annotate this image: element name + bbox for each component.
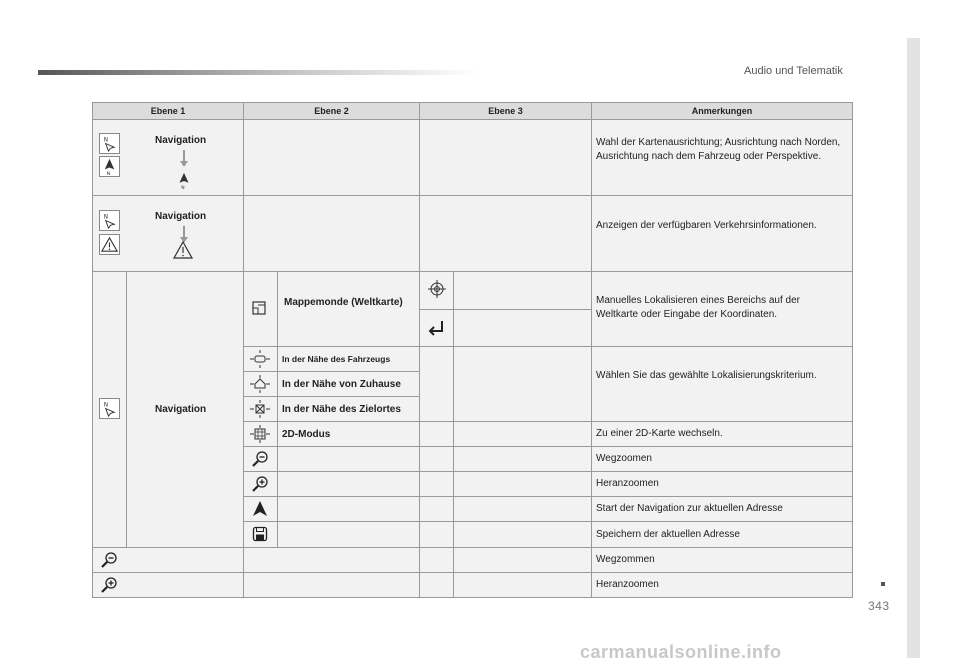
navigation-arrow-icon: [252, 500, 268, 518]
row-orientation-note: Wahl der Kartenausrichtung; Ausrichtung nach Norden, Ausrichtung nach dem Fahrzeug oder Perspektive.: [596, 137, 841, 162]
start-nav-note: Start der Navigation zur aktuellen Adresse: [596, 503, 783, 514]
watermark: carmanualsonline.info: [580, 642, 782, 662]
row-map-label: Navigation: [155, 404, 207, 415]
row-zoom-out-l3a: [419, 547, 454, 573]
column-header-level-1: Ebene 1: [92, 102, 244, 120]
mappemonde-label-cell: [277, 271, 420, 347]
zoom-in-note: Heranzoomen: [596, 478, 659, 489]
north-arrow-icon: [99, 156, 120, 177]
row-zoom-in-l3b: [453, 572, 592, 598]
mode-2d-l3a: [419, 421, 454, 447]
zoom-out-note: Wegzoomen: [596, 453, 652, 464]
save-l3b: [453, 521, 592, 548]
row-zoom-out-note: Wegzommen: [596, 554, 655, 565]
criteria-vehicle-label: In der Nähe des Fahrzeugs: [282, 354, 391, 364]
column-header-level-3: Ebene 3: [419, 102, 592, 120]
start-nav-l2: [277, 496, 420, 522]
page-header-title: Audio und Telematik: [744, 65, 843, 77]
row-traffic-level-3: [419, 195, 592, 272]
mode-2d-label: 2D-Modus: [282, 429, 331, 440]
row-zoom-in-l2: [243, 572, 420, 598]
zoom-in-l3a: [419, 471, 454, 497]
zoom-out-l2: [277, 446, 420, 472]
vehicle-location-icon: [250, 350, 270, 368]
row-traffic-note: Anzeigen der verfügbaren Verkehrsinformationen.: [596, 220, 817, 231]
home-location-icon: [250, 375, 270, 393]
compass-north-icon: [99, 398, 120, 419]
row-zoom-in-l3a: [419, 572, 454, 598]
row-traffic-level-2: [243, 195, 420, 272]
mappemonde-label: Mappemonde (Weltkarte): [284, 297, 403, 308]
column-header-level-2: Ebene 2: [243, 102, 420, 120]
svg-text:N: N: [106, 172, 111, 176]
svg-text:N: N: [103, 214, 109, 221]
svg-text:N: N: [181, 186, 185, 191]
criteria-notes: [591, 346, 853, 422]
crosshair-icon: [427, 279, 447, 299]
row-zoom-out-l3b: [453, 547, 592, 573]
compass-north-icon: [99, 210, 120, 231]
criteria-home-label: In der Nähe von Zuhause: [282, 379, 401, 390]
mode-2d-l3b: [453, 421, 592, 447]
svg-text:N: N: [103, 137, 109, 144]
start-nav-l3b: [453, 496, 592, 522]
save-icon: [252, 526, 268, 542]
zoom-out-l3b: [453, 446, 592, 472]
column-header-notes: Anmerkungen: [591, 102, 853, 120]
row-orientation-level-2: [243, 119, 420, 196]
save-l2: [277, 521, 420, 548]
world-map-icon: [250, 299, 268, 317]
row-orientation-level-3: [419, 119, 592, 196]
map-2d-icon: [250, 425, 270, 443]
page-marker: [881, 582, 885, 586]
zoom-in-l3b: [453, 471, 592, 497]
save-note: Speichern der aktuellen Adresse: [596, 529, 740, 540]
zoom-out-icon: [251, 450, 269, 468]
north-arrow-icon: [175, 171, 193, 191]
compass-north-icon: [99, 133, 120, 154]
row-zoom-in-note: Heranzoomen: [596, 579, 659, 590]
side-margin-bar: [907, 38, 920, 658]
criteria-level-3-cell: [419, 346, 454, 422]
zoom-in-icon: [251, 475, 269, 493]
svg-text:N: N: [103, 402, 109, 409]
row-traffic-notes: [591, 195, 853, 272]
zoom-in-icon: [100, 576, 118, 594]
zoom-out-icon: [100, 551, 118, 569]
row-zoom-out-l2: [243, 547, 420, 573]
row-traffic-label: Navigation: [155, 211, 207, 222]
row-orientation-label: Navigation: [155, 135, 207, 146]
mode-2d-note: Zu einer 2D-Karte wechseln.: [596, 428, 723, 439]
criteria-destination-label: In der Nähe des Zielortes: [282, 404, 401, 415]
criteria-note: Wählen Sie das gewählte Lokalisierungskriterium.: [596, 370, 817, 381]
warning-icon: [173, 241, 193, 259]
page-number: 343: [868, 599, 890, 613]
down-arrowhead-icon: [180, 161, 188, 167]
world-map-empty-cell: [453, 271, 592, 310]
zoom-out-l3a: [419, 446, 454, 472]
return-icon: [427, 318, 447, 338]
criteria-level-3-empty: [453, 346, 592, 422]
warning-icon: [99, 234, 120, 255]
header-decoration-bar: [38, 70, 478, 75]
save-l3a: [419, 521, 454, 548]
return-empty-cell: [453, 309, 592, 347]
mappemonde-note: Manuelles Lokalisieren eines Bereichs auf der Weltkarte oder Eingabe der Koordinaten.: [596, 295, 801, 320]
start-nav-l3a: [419, 496, 454, 522]
destination-location-icon: [250, 400, 270, 418]
zoom-in-l2: [277, 471, 420, 497]
